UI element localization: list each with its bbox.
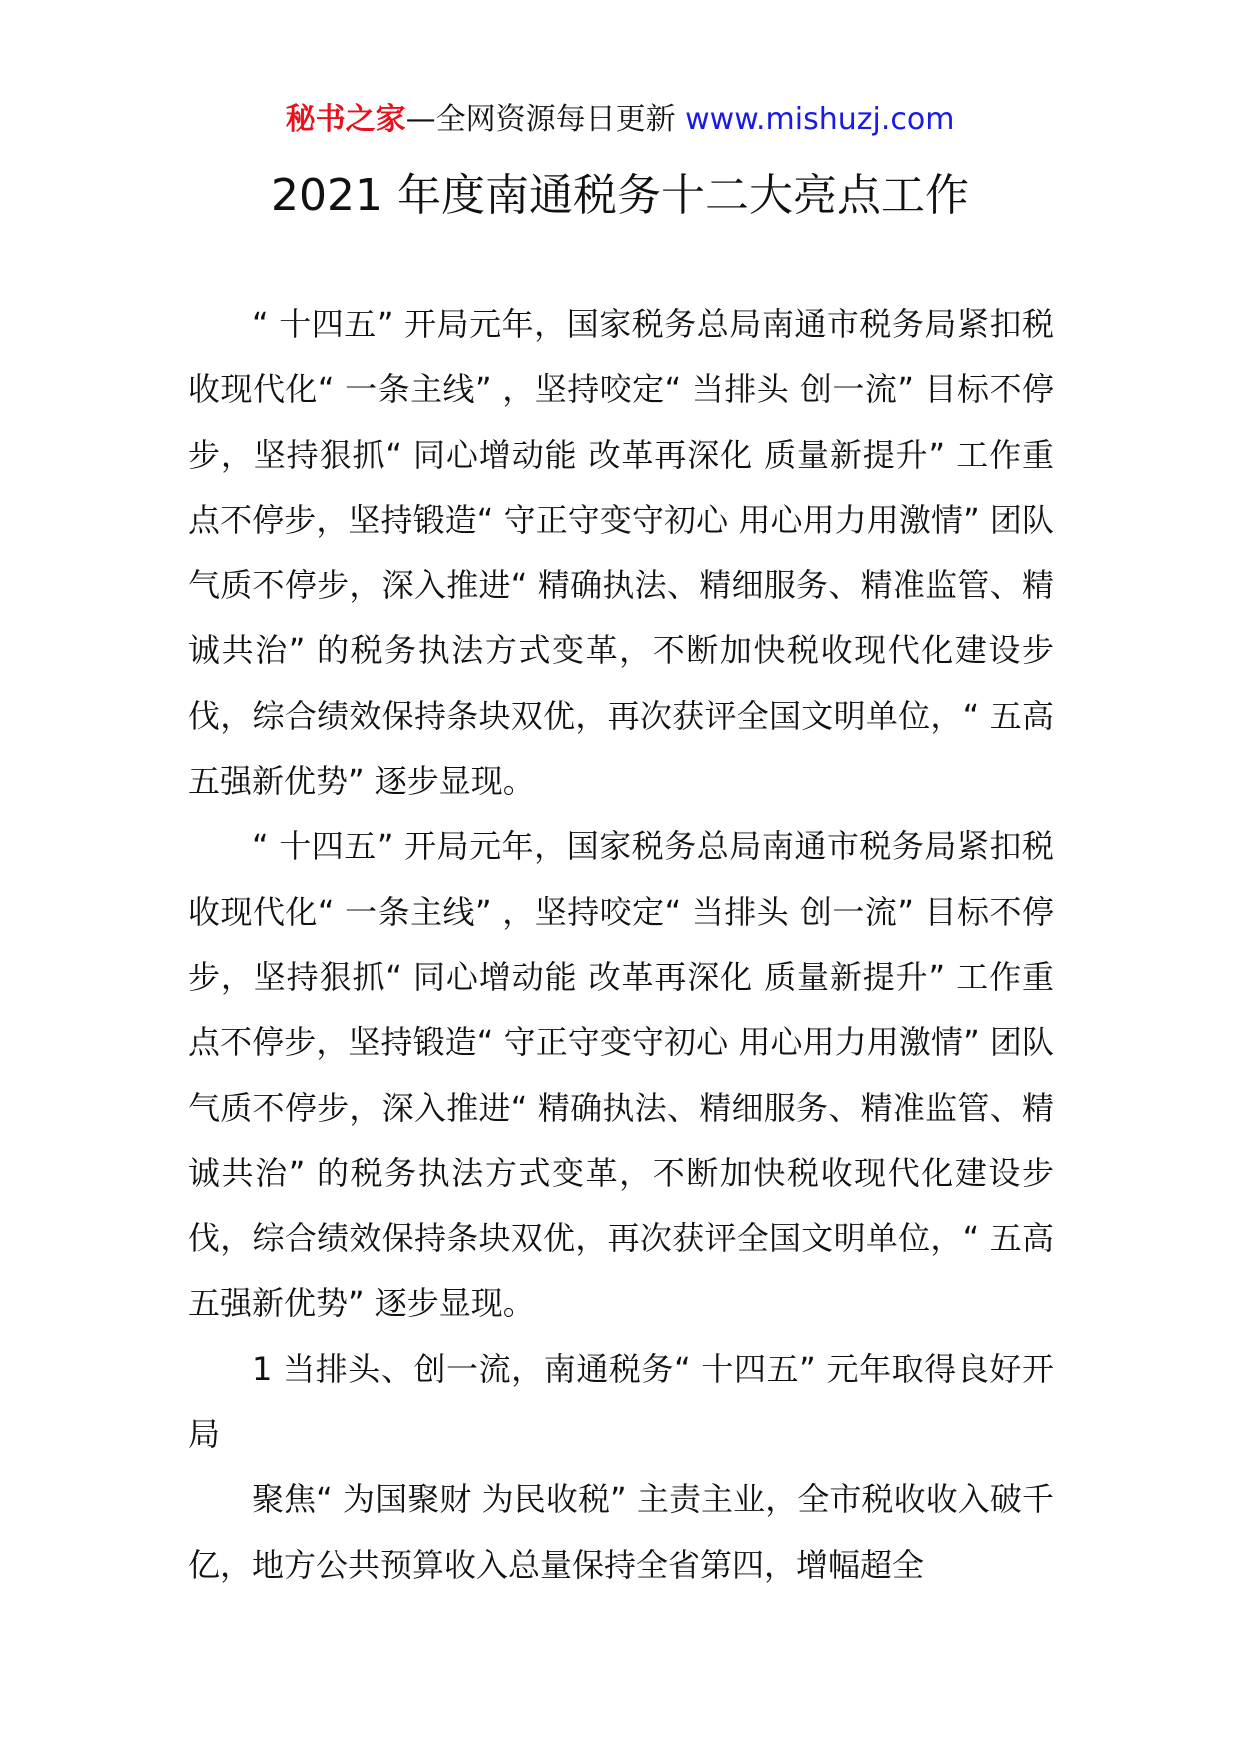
paragraph-section-1: 聚焦“ 为国聚财 为民收税” 主责主业，全市税收收入破千亿，地方公共预算收入总量保持全省第四，增幅超全 bbox=[188, 1480, 1054, 1584]
paragraph-intro-2: “ 十四五” 开局元年，国家税务总局南通市税务局紧扣税收现代化“ 一条主线” ，坚持咬定“ 当排头 创一流” 目标不停步，坚持狠抓“ 同心增动能 改革再深化 质量新提升” 工作重点不停步，坚持锻造“ 守正守变守初心 用心用力用激情” 团队气质不停步，深入推进“ 精确执法、精细服务、精准监管、精诚共治” 的税务执法方式变革，不断加快税收现代化建设步伐，综合绩效保持条块双优，再次获评全国文明单位，“ 五高五强新优势” 逐步显现。 bbox=[188, 827, 1054, 1323]
section-heading-1: 1 当排头、创一流，南通税务“ 十四五” 元年取得良好开局 bbox=[188, 1349, 1054, 1454]
site-url-link[interactable]: www.mishuzj.com bbox=[685, 102, 955, 137]
document-body bbox=[188, 292, 1054, 1598]
paragraph-intro-1: “ 十四五” 开局元年，国家税务总局南通市税务局紧扣税收现代化“ 一条主线” ，坚持咬定“ 当排头 创一流” 目标不停步，坚持狠抓“ 同心增动能 改革再深化 质量新提升” 工作重点不停步，坚持锻造“ 守正守变守初心 用心用力用激情” 团队气质不停步，深入推进“ 精确执法、精细服务、精准监管、精诚共治” 的税务执法方式变革，不断加快税收现代化建设步伐，综合绩效保持条块双优，再次获评全国文明单位，“ 五高五强新优势” 逐步显现。 bbox=[188, 305, 1054, 801]
site-tagline: —全网资源每日更新 bbox=[405, 102, 686, 137]
site-header bbox=[0, 100, 1240, 140]
document-title: 2021 年度南通税务十二大亮点工作 bbox=[271, 170, 969, 221]
site-brand: 秘书之家 bbox=[285, 102, 406, 137]
